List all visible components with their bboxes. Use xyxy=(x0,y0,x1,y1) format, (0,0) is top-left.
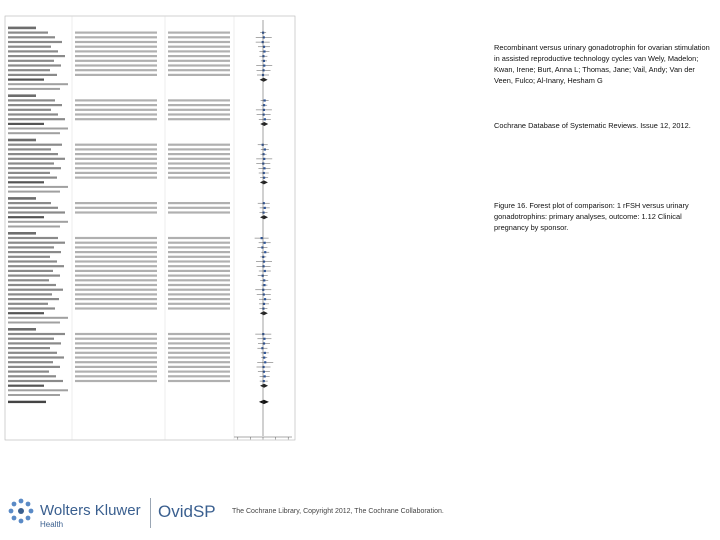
study-ratio-line xyxy=(168,60,230,62)
study-label-line xyxy=(8,32,48,34)
study-label-line xyxy=(8,41,62,43)
effect-point xyxy=(262,308,264,310)
study-ratio-line xyxy=(168,289,230,291)
subgroup-heading xyxy=(8,232,36,235)
study-ratio-line xyxy=(168,237,230,239)
study-label-line xyxy=(8,256,50,258)
study-label-line xyxy=(8,260,57,262)
study-ratio-line xyxy=(168,260,230,262)
heterogeneity-line xyxy=(8,317,68,319)
study-counts-line xyxy=(75,69,157,71)
study-counts-line xyxy=(75,41,157,43)
study-label-line xyxy=(8,153,58,155)
effect-point xyxy=(264,375,266,377)
wolters-kluwer-sub: Health xyxy=(40,520,64,529)
heterogeneity-line xyxy=(8,186,68,188)
overall-effect-line xyxy=(8,88,60,90)
subtotal-label-line xyxy=(8,216,44,218)
study-ratio-line xyxy=(168,74,230,76)
study-counts-line xyxy=(75,177,157,179)
study-counts-line xyxy=(75,64,157,66)
heterogeneity-line xyxy=(8,128,68,130)
subtotal-label-line xyxy=(8,123,44,125)
study-counts-line xyxy=(75,60,157,62)
effect-point xyxy=(263,338,265,340)
study-ratio-line xyxy=(168,371,230,373)
study-counts-line xyxy=(75,342,157,344)
study-counts-line xyxy=(75,207,157,209)
study-ratio-line xyxy=(168,50,230,52)
study-label-line xyxy=(8,148,51,150)
study-counts-line xyxy=(75,36,157,38)
study-counts-line xyxy=(75,293,157,295)
subtotal-diamond xyxy=(260,215,268,219)
study-label-line xyxy=(8,366,60,368)
study-ratio-line xyxy=(168,246,230,248)
study-ratio-line xyxy=(168,109,230,111)
study-ratio-line xyxy=(168,207,230,209)
subgroup-heading xyxy=(8,197,36,200)
study-ratio-line xyxy=(168,375,230,377)
study-ratio-line xyxy=(168,32,230,34)
study-ratio-line xyxy=(168,36,230,38)
study-label-line xyxy=(8,158,65,160)
study-label-line xyxy=(8,289,63,291)
study-ratio-line xyxy=(168,352,230,354)
study-ratio-line xyxy=(168,177,230,179)
effect-point xyxy=(264,148,266,150)
study-counts-line xyxy=(75,371,157,373)
study-ratio-line xyxy=(168,298,230,300)
subtotal-diamond xyxy=(260,311,268,315)
study-label-line xyxy=(8,211,65,213)
effect-point xyxy=(263,284,265,286)
study-ratio-line xyxy=(168,172,230,174)
effect-point xyxy=(264,99,266,101)
study-ratio-line xyxy=(168,167,230,169)
study-ratio-line xyxy=(168,64,230,66)
study-label-line xyxy=(8,118,65,120)
study-label-line xyxy=(8,177,57,179)
subtotal-label-line xyxy=(8,79,44,81)
study-label-line xyxy=(8,303,48,305)
study-label-line xyxy=(8,380,63,382)
study-counts-line xyxy=(75,338,157,340)
study-counts-line xyxy=(75,298,157,300)
study-ratio-line xyxy=(168,55,230,57)
effect-point xyxy=(263,104,265,106)
study-label-line xyxy=(8,298,59,300)
effect-point xyxy=(264,207,266,209)
subtotal-diamond xyxy=(260,180,268,184)
study-ratio-line xyxy=(168,153,230,155)
study-label-line xyxy=(8,55,65,57)
study-ratio-line xyxy=(168,202,230,204)
study-counts-line xyxy=(75,153,157,155)
effect-point xyxy=(263,65,265,67)
study-counts-line xyxy=(75,113,157,115)
effect-point xyxy=(264,361,266,363)
study-counts-line xyxy=(75,50,157,52)
study-ratio-line xyxy=(168,69,230,71)
effect-point xyxy=(262,41,264,43)
study-counts-line xyxy=(75,167,157,169)
study-label-line xyxy=(8,342,61,344)
wolters-kluwer-brand: Wolters Kluwer xyxy=(40,502,141,519)
overall-effect-line xyxy=(8,394,60,396)
study-label-line xyxy=(8,36,55,38)
study-ratio-line xyxy=(168,275,230,277)
study-label-line xyxy=(8,46,51,48)
effect-point xyxy=(262,256,264,258)
effect-point xyxy=(263,167,265,169)
study-ratio-line xyxy=(168,148,230,150)
study-ratio-line xyxy=(168,342,230,344)
ovidsp-logo: OvidSP xyxy=(158,502,216,521)
effect-point xyxy=(262,275,264,277)
study-label-line xyxy=(8,347,50,349)
subtotal-label-line xyxy=(8,385,44,387)
study-counts-line xyxy=(75,109,157,111)
effect-point xyxy=(261,237,263,239)
study-counts-line xyxy=(75,46,157,48)
study-counts-line xyxy=(75,162,157,164)
study-ratio-line xyxy=(168,41,230,43)
study-label-line xyxy=(8,371,49,373)
effect-point xyxy=(264,118,266,120)
study-label-line xyxy=(8,284,56,286)
study-label-line xyxy=(8,167,61,169)
study-counts-line xyxy=(75,303,157,305)
copyright-footer: The Cochrane Library, Copyright 2012, The Cochrane Collaboration. xyxy=(232,508,444,515)
study-counts-line xyxy=(75,333,157,335)
study-ratio-line xyxy=(168,338,230,340)
study-label-line xyxy=(8,333,65,335)
heterogeneity-line xyxy=(8,83,68,85)
subgroup-heading xyxy=(8,94,36,97)
study-label-line xyxy=(8,144,62,146)
study-counts-line xyxy=(75,99,157,101)
effect-point xyxy=(263,50,265,52)
study-label-line xyxy=(8,99,55,101)
study-counts-line xyxy=(75,74,157,76)
effect-point xyxy=(264,251,266,253)
effect-point xyxy=(262,289,264,291)
study-ratio-line xyxy=(168,366,230,368)
study-label-line xyxy=(8,64,61,66)
overall-effect-line xyxy=(8,132,60,134)
study-ratio-line xyxy=(168,347,230,349)
study-counts-line xyxy=(75,55,157,57)
study-label-line xyxy=(8,109,51,111)
study-ratio-line xyxy=(168,99,230,101)
study-label-line xyxy=(8,307,55,309)
study-ratio-line xyxy=(168,293,230,295)
study-label-line xyxy=(8,361,53,363)
study-counts-line xyxy=(75,104,157,106)
wolters-kluwer-mark-icon xyxy=(6,496,36,526)
study-counts-line xyxy=(75,237,157,239)
study-ratio-line xyxy=(168,361,230,363)
study-ratio-line xyxy=(168,144,230,146)
study-label-line xyxy=(8,275,60,277)
study-ratio-line xyxy=(168,270,230,272)
study-ratio-line xyxy=(168,46,230,48)
study-counts-line xyxy=(75,270,157,272)
effect-point xyxy=(263,158,265,160)
study-ratio-line xyxy=(168,284,230,286)
logo-divider xyxy=(150,498,151,528)
study-label-line xyxy=(8,113,58,115)
study-ratio-line xyxy=(168,158,230,160)
study-counts-line xyxy=(75,375,157,377)
source-text: Cochrane Database of Systematic Reviews. Issue 12, 2012. xyxy=(494,121,691,130)
total-diamond xyxy=(259,400,269,404)
study-counts-line xyxy=(75,242,157,244)
study-label-line xyxy=(8,104,62,106)
study-label-line xyxy=(8,293,52,295)
study-ratio-line xyxy=(168,333,230,335)
subgroup-heading xyxy=(8,328,36,331)
study-ratio-line xyxy=(168,104,230,106)
effect-point xyxy=(264,298,266,300)
study-label-line xyxy=(8,338,54,340)
study-counts-line xyxy=(75,352,157,354)
subtotal-diamond xyxy=(260,78,268,82)
study-ratio-line xyxy=(168,307,230,309)
total-label-line xyxy=(8,401,46,403)
study-ratio-line xyxy=(168,118,230,120)
effect-point xyxy=(262,55,264,57)
subtotal-diamond xyxy=(260,384,268,388)
study-counts-line xyxy=(75,260,157,262)
overall-effect-line xyxy=(8,191,60,193)
study-counts-line xyxy=(75,279,157,281)
study-counts-line xyxy=(75,211,157,213)
study-label-line xyxy=(8,356,64,358)
effect-point xyxy=(263,279,265,281)
effect-point xyxy=(264,242,266,244)
study-counts-line xyxy=(75,118,157,120)
study-label-line xyxy=(8,246,54,248)
study-label-line xyxy=(8,162,54,164)
study-counts-line xyxy=(75,148,157,150)
study-label-line xyxy=(8,279,49,281)
study-counts-line xyxy=(75,32,157,34)
study-ratio-line xyxy=(168,256,230,258)
study-counts-line xyxy=(75,144,157,146)
study-counts-line xyxy=(75,202,157,204)
heterogeneity-line xyxy=(8,389,68,391)
wolters-kluwer-logo xyxy=(6,496,141,532)
study-label-line xyxy=(8,207,58,209)
study-label-line xyxy=(8,69,50,71)
study-counts-line xyxy=(75,289,157,291)
study-ratio-line xyxy=(168,242,230,244)
heterogeneity-line xyxy=(8,221,68,223)
study-counts-line xyxy=(75,347,157,349)
study-counts-line xyxy=(75,356,157,358)
study-counts-line xyxy=(75,172,157,174)
subtotal-diamond xyxy=(260,122,268,126)
study-label-line xyxy=(8,60,54,62)
citation-text: Recombinant versus urinary gonadotrophin for ovarian stimulation in assisted reproductive technology cycles van Wely, Madelon; Kwan, Irene; Burt, Anna L; Thomas, Jane; Vail, Andy; Van der Veen, Fulco; Al-Inany, Hesham G xyxy=(494,43,710,85)
study-ratio-line xyxy=(168,303,230,305)
study-ratio-line xyxy=(168,279,230,281)
study-ratio-line xyxy=(168,265,230,267)
subtotal-label-line xyxy=(8,312,44,314)
study-counts-line xyxy=(75,246,157,248)
overall-effect-line xyxy=(8,322,60,324)
effect-point xyxy=(263,357,265,359)
study-counts-line xyxy=(75,380,157,382)
study-counts-line xyxy=(75,158,157,160)
study-counts-line xyxy=(75,361,157,363)
effect-point xyxy=(264,352,266,354)
study-counts-line xyxy=(75,256,157,258)
study-counts-line xyxy=(75,251,157,253)
effect-point xyxy=(262,163,264,165)
study-label-line xyxy=(8,375,56,377)
study-ratio-line xyxy=(168,113,230,115)
study-counts-line xyxy=(75,307,157,309)
study-label-line xyxy=(8,202,51,204)
study-ratio-line xyxy=(168,356,230,358)
figure-caption: Figure 16. Forest plot of comparison: 1 rFSH versus urinary gonadotrophins: primary analyses, outcome: 1.12 Clinical pregnancy by sponsor. xyxy=(494,201,689,232)
study-ratio-line xyxy=(168,380,230,382)
effect-point xyxy=(263,177,265,179)
effect-point xyxy=(262,144,264,146)
study-ratio-line xyxy=(168,211,230,213)
study-counts-line xyxy=(75,366,157,368)
effect-point xyxy=(264,270,266,272)
study-ratio-line xyxy=(168,162,230,164)
study-label-line xyxy=(8,242,65,244)
study-label-line xyxy=(8,50,58,52)
study-label-line xyxy=(8,352,57,354)
overall-effect-line xyxy=(8,226,60,228)
study-label-line xyxy=(8,172,50,174)
subtotal-label-line xyxy=(8,181,44,183)
study-label-line xyxy=(8,265,64,267)
study-counts-line xyxy=(75,275,157,277)
subgroup-heading xyxy=(8,27,36,30)
study-label-line xyxy=(8,251,61,253)
study-ratio-line xyxy=(168,251,230,253)
study-label-line xyxy=(8,74,57,76)
effect-point xyxy=(262,333,264,335)
study-counts-line xyxy=(75,265,157,267)
study-label-line xyxy=(8,237,58,239)
subgroup-heading xyxy=(8,139,36,142)
study-label-line xyxy=(8,270,53,272)
study-counts-line xyxy=(75,284,157,286)
